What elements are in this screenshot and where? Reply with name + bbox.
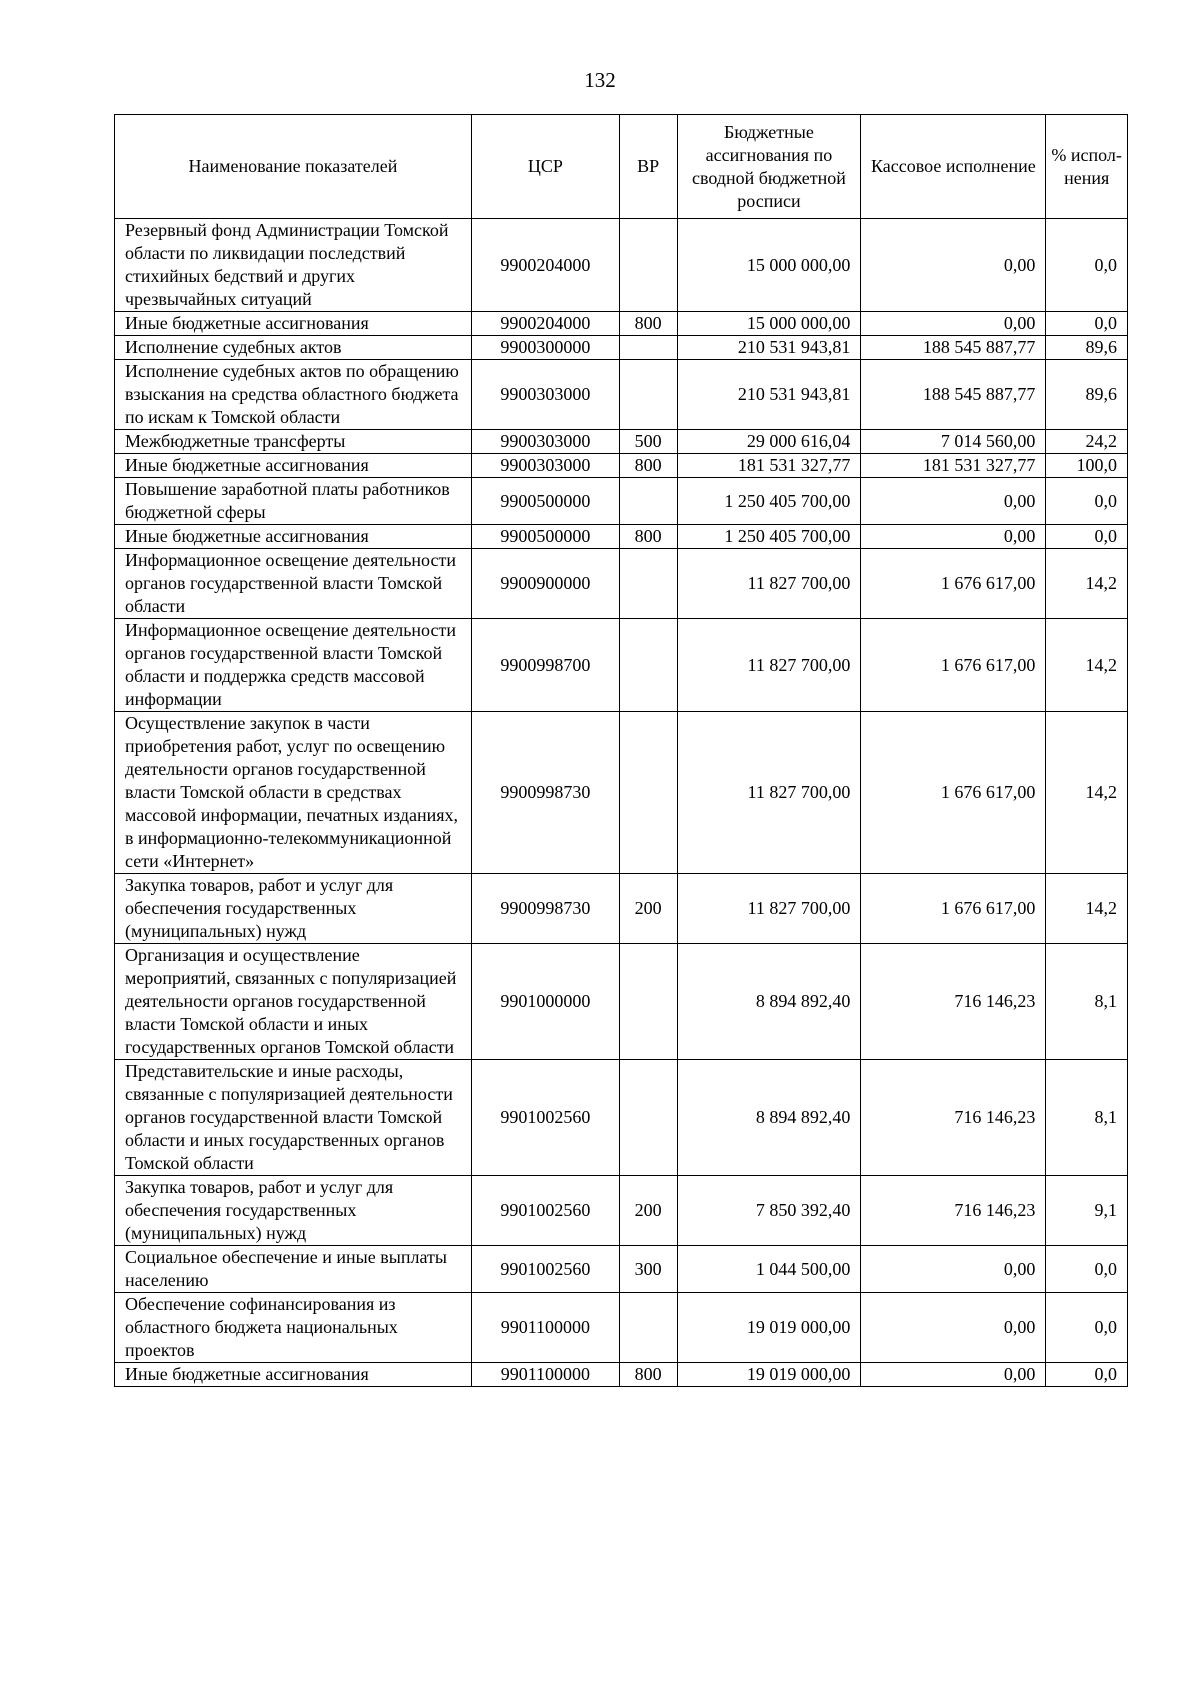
- row-vr: 200: [619, 874, 677, 944]
- row-cash: 0,00: [861, 312, 1046, 336]
- row-budget: 11 827 700,00: [677, 549, 861, 619]
- row-percent: 89,6: [1046, 336, 1128, 360]
- row-cash: 0,00: [861, 1293, 1046, 1363]
- header-name: Наименование показателей: [115, 115, 472, 219]
- row-budget: 1 250 405 700,00: [677, 478, 861, 525]
- row-name: Исполнение судебных актов: [115, 336, 472, 360]
- row-vr: 800: [619, 525, 677, 549]
- row-name: Представительские и иные расходы, связанные с популяризацией деятельности органов государственной власти Томской области и иных государственных органов Томской области: [115, 1060, 472, 1176]
- row-percent: 0,0: [1046, 525, 1128, 549]
- header-percent: % испол-нения: [1046, 115, 1128, 219]
- row-budget: 1 250 405 700,00: [677, 525, 861, 549]
- row-cash: 0,00: [861, 525, 1046, 549]
- table-body: [115, 219, 1128, 1387]
- row-vr: [619, 219, 677, 312]
- row-budget: 19 019 000,00: [677, 1293, 861, 1363]
- row-name: Иные бюджетные ассигнования: [115, 525, 472, 549]
- table-row: [115, 312, 1128, 336]
- table-row: [115, 336, 1128, 360]
- row-name: Обеспечение софинансирования из областного бюджета национальных проектов: [115, 1293, 472, 1363]
- header-cash: Кассовое исполнение: [861, 115, 1046, 219]
- row-budget: 210 531 943,81: [677, 360, 861, 430]
- table-row: [115, 874, 1128, 944]
- row-vr: [619, 360, 677, 430]
- table-row: [115, 525, 1128, 549]
- row-budget: 19 019 000,00: [677, 1363, 861, 1387]
- row-percent: 24,2: [1046, 430, 1128, 454]
- row-cash: 716 146,23: [861, 944, 1046, 1060]
- row-csr: 9900303000: [471, 430, 619, 454]
- row-name: Иные бюджетные ассигнования: [115, 1363, 472, 1387]
- row-cash: 7 014 560,00: [861, 430, 1046, 454]
- row-cash: 188 545 887,77: [861, 360, 1046, 430]
- row-percent: 0,0: [1046, 312, 1128, 336]
- row-name: Межбюджетные трансферты: [115, 430, 472, 454]
- row-budget: 8 894 892,40: [677, 944, 861, 1060]
- table-row: [115, 1363, 1128, 1387]
- row-percent: 0,0: [1046, 478, 1128, 525]
- row-percent: 89,6: [1046, 360, 1128, 430]
- row-budget: 29 000 616,04: [677, 430, 861, 454]
- row-cash: 0,00: [861, 1363, 1046, 1387]
- row-csr: 9900204000: [471, 219, 619, 312]
- row-percent: 8,1: [1046, 944, 1128, 1060]
- row-csr: 9900500000: [471, 478, 619, 525]
- row-name: Закупка товаров, работ и услуг для обеспечения государственных (муниципальных) нужд: [115, 1176, 472, 1246]
- row-budget: 210 531 943,81: [677, 336, 861, 360]
- row-cash: 0,00: [861, 478, 1046, 525]
- row-name: Организация и осуществление мероприятий, связанных с популяризацией деятельности органов государственной власти Томской области и иных государственных органов Томской области: [115, 944, 472, 1060]
- row-cash: 0,00: [861, 219, 1046, 312]
- row-csr: 9900303000: [471, 360, 619, 430]
- header-csr: ЦСР: [471, 115, 619, 219]
- table-row: [115, 944, 1128, 1060]
- row-vr: [619, 1293, 677, 1363]
- row-csr: 9900300000: [471, 336, 619, 360]
- row-name: Социальное обеспечение и иные выплаты населению: [115, 1246, 472, 1293]
- row-percent: 14,2: [1046, 549, 1128, 619]
- table-row: [115, 1293, 1128, 1363]
- row-percent: 8,1: [1046, 1060, 1128, 1176]
- row-budget: 11 827 700,00: [677, 619, 861, 712]
- row-csr: 9901000000: [471, 944, 619, 1060]
- row-vr: 300: [619, 1246, 677, 1293]
- row-percent: 100,0: [1046, 454, 1128, 478]
- row-vr: [619, 336, 677, 360]
- row-budget: 8 894 892,40: [677, 1060, 861, 1176]
- row-cash: 0,00: [861, 1246, 1046, 1293]
- row-vr: [619, 712, 677, 874]
- table-row: [115, 712, 1128, 874]
- row-vr: [619, 478, 677, 525]
- row-name: Иные бюджетные ассигнования: [115, 312, 472, 336]
- row-csr: 9901002560: [471, 1246, 619, 1293]
- row-cash: 1 676 617,00: [861, 619, 1046, 712]
- row-csr: 9901100000: [471, 1293, 619, 1363]
- row-vr: 200: [619, 1176, 677, 1246]
- table-row: [115, 430, 1128, 454]
- row-cash: 716 146,23: [861, 1060, 1046, 1176]
- table-header-row: [115, 115, 1128, 219]
- row-csr: 9901002560: [471, 1176, 619, 1246]
- row-cash: 1 676 617,00: [861, 874, 1046, 944]
- row-csr: 9900900000: [471, 549, 619, 619]
- row-name: Информационное освещение деятельности органов государственной власти Томской области: [115, 549, 472, 619]
- row-budget: 15 000 000,00: [677, 312, 861, 336]
- page-number: 132: [584, 68, 616, 92]
- row-budget: 11 827 700,00: [677, 874, 861, 944]
- row-name: Закупка товаров, работ и услуг для обеспечения государственных (муниципальных) нужд: [115, 874, 472, 944]
- row-name: Информационное освещение деятельности органов государственной власти Томской области и поддержка средств массовой информации: [115, 619, 472, 712]
- row-budget: 11 827 700,00: [677, 712, 861, 874]
- row-vr: 800: [619, 312, 677, 336]
- table-row: [115, 478, 1128, 525]
- row-percent: 14,2: [1046, 874, 1128, 944]
- row-percent: 0,0: [1046, 219, 1128, 312]
- row-cash: 1 676 617,00: [861, 549, 1046, 619]
- row-csr: 9900998700: [471, 619, 619, 712]
- row-percent: 14,2: [1046, 619, 1128, 712]
- table-row: [115, 219, 1128, 312]
- row-cash: 1 676 617,00: [861, 712, 1046, 874]
- row-cash: 181 531 327,77: [861, 454, 1046, 478]
- header-vr: ВР: [619, 115, 677, 219]
- row-vr: 800: [619, 1363, 677, 1387]
- row-vr: [619, 1060, 677, 1176]
- row-vr: [619, 619, 677, 712]
- row-percent: 9,1: [1046, 1176, 1128, 1246]
- row-budget: 181 531 327,77: [677, 454, 861, 478]
- table-row: [115, 619, 1128, 712]
- row-vr: 500: [619, 430, 677, 454]
- row-csr: 9900998730: [471, 874, 619, 944]
- row-vr: [619, 944, 677, 1060]
- table-row: [115, 1060, 1128, 1176]
- row-percent: 0,0: [1046, 1246, 1128, 1293]
- row-name: Иные бюджетные ассигнования: [115, 454, 472, 478]
- row-csr: 9900998730: [471, 712, 619, 874]
- table-row: [115, 1176, 1128, 1246]
- row-vr: 800: [619, 454, 677, 478]
- row-name: Повышение заработной платы работников бюджетной сферы: [115, 478, 472, 525]
- table-row: [115, 454, 1128, 478]
- row-csr: 9901002560: [471, 1060, 619, 1176]
- row-budget: 1 044 500,00: [677, 1246, 861, 1293]
- row-percent: 0,0: [1046, 1363, 1128, 1387]
- table-row: [115, 1246, 1128, 1293]
- row-budget: 15 000 000,00: [677, 219, 861, 312]
- row-cash: 188 545 887,77: [861, 336, 1046, 360]
- row-name: Резервный фонд Администрации Томской области по ликвидации последствий стихийных бедствий и других чрезвычайных ситуаций: [115, 219, 472, 312]
- row-percent: 14,2: [1046, 712, 1128, 874]
- table-row: [115, 360, 1128, 430]
- header-budget: Бюджетные ассигнования по сводной бюджетной росписи: [677, 115, 861, 219]
- table-row: [115, 549, 1128, 619]
- row-cash: 716 146,23: [861, 1176, 1046, 1246]
- row-vr: [619, 549, 677, 619]
- row-name: Исполнение судебных актов по обращению взыскания на средства областного бюджета по искам к Томской области: [115, 360, 472, 430]
- row-csr: 9900303000: [471, 454, 619, 478]
- row-csr: 9900500000: [471, 525, 619, 549]
- row-budget: 7 850 392,40: [677, 1176, 861, 1246]
- row-csr: 9901100000: [471, 1363, 619, 1387]
- row-name: Осуществление закупок в части приобретения работ, услуг по освещению деятельности органов государственной власти Томской области в средствах массовой информации, печатных изданиях, в информационно-телекоммуникационной сети «Интернет»: [115, 712, 472, 874]
- row-percent: 0,0: [1046, 1293, 1128, 1363]
- row-csr: 9900204000: [471, 312, 619, 336]
- budget-table: [114, 114, 1128, 1387]
